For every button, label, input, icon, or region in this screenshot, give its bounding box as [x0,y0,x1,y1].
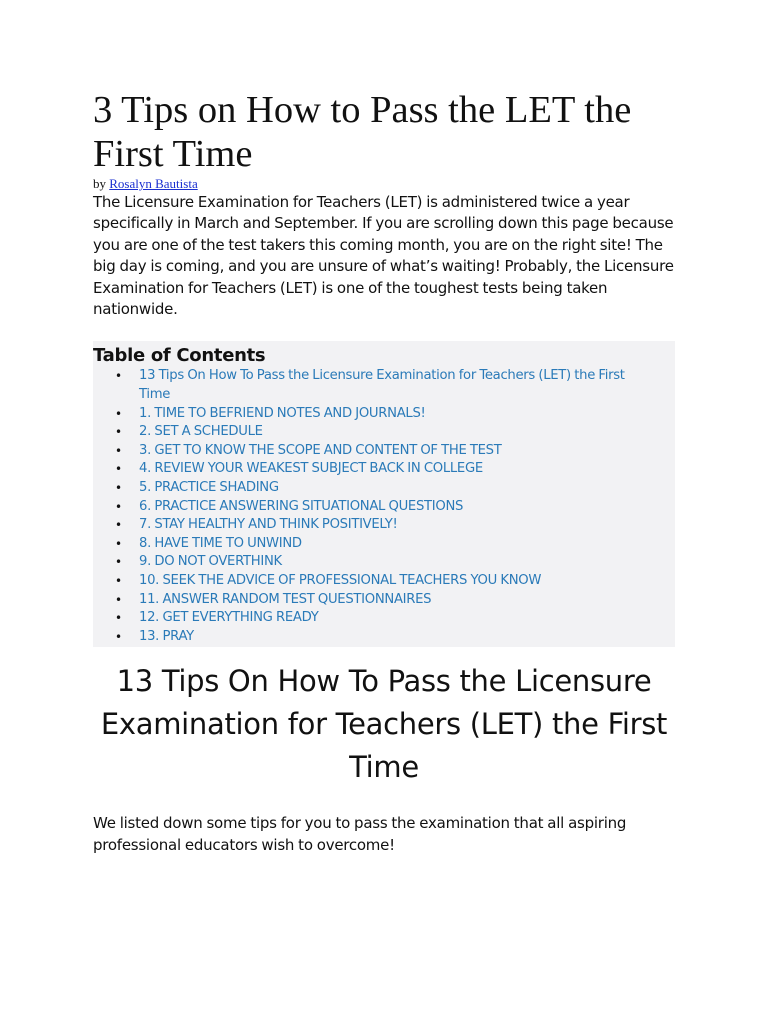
toc-link-2[interactable]: 2. SET A SCHEDULE [139,424,263,440]
toc-link-9[interactable]: 9. DO NOT OVERTHINK [139,554,282,570]
toc-item [115,591,675,610]
intro-paragraph: The Licensure Examination for Teachers (LET) is administered twice a year specifically in March and September. If you are scrolling down this page because you are one of the test takers this coming month, you are on the right site! The big day is coming, and you are unsure of what’s waiting! Probably, the Licensure Examination for Teachers (LET) is one of the toughest tests being taken nationwide. [93,193,674,319]
toc-item [115,479,675,498]
document-page [93,0,675,856]
toc-bullet: • [115,518,122,533]
toc-link-11[interactable]: 11. ANSWER RANDOM TEST QUESTIONNAIRES [139,591,432,607]
toc-item [115,628,675,647]
toc-bullet: • [115,425,122,440]
toc-link-3[interactable]: 3. GET TO KNOW THE SCOPE AND CONTENT OF THE TEST [139,442,502,458]
byline-prefix: by [93,176,110,191]
toc-bullet: • [115,629,122,644]
toc-bullet: • [115,369,122,384]
toc-item [115,460,675,479]
toc-link-8[interactable]: 8. HAVE TIME TO UNWIND [139,535,302,551]
section-heading: 13 Tips On How To Pass the Licensure Examination for Teachers (LET) the First Time [100,664,668,785]
toc-bullet: • [115,462,122,477]
toc-link-5[interactable]: 5. PRACTICE SHADING [139,480,279,495]
toc-link-12[interactable]: 12. GET EVERYTHING READY [139,610,319,626]
toc-bullet: • [115,611,122,626]
toc-link-6[interactable]: 6. PRACTICE ANSWERING SITUATIONAL QUESTIONS [139,498,464,514]
toc-link-4[interactable]: 4. REVIEW YOUR WEAKEST SUBJECT BACK IN COLLEGE [139,461,483,477]
toc-bullet: • [115,499,122,514]
toc-item [115,498,675,517]
toc-item [115,442,675,461]
article-title: 3 Tips on How to Pass the LET the First Time [93,89,632,175]
toc-link-intro[interactable]: 13 Tips On How To Pass the Licensure Examination for Teachers (LET) the First Time [139,368,625,403]
toc-item [115,516,675,535]
byline [93,176,675,192]
toc-item [115,405,675,424]
toc-item [115,572,675,591]
toc-bullet: • [115,573,122,588]
toc-bullet: • [115,592,122,607]
toc-bullet: • [115,536,122,551]
toc-link-1[interactable]: 1. TIME TO BEFRIEND NOTES AND JOURNALS! [139,405,426,421]
toc-item [115,423,675,442]
toc-bullet: • [115,481,122,495]
toc-link-7[interactable]: 7. STAY HEALTHY AND THINK POSITIVELY! [139,517,398,533]
section-body: We listed down some tips for you to pass the examination that all aspiring professional educators wish to overcome! [93,814,627,854]
toc-item [115,609,675,628]
toc-link-10[interactable]: 10. SEEK THE ADVICE OF PROFESSIONAL TEACHERS YOU KNOW [139,572,542,588]
toc-bullet: • [115,443,122,458]
toc-title: Table of Contents [93,345,266,367]
toc-bullet: • [115,406,122,421]
toc-bullet: • [115,555,122,570]
table-of-contents [93,341,675,647]
toc-link-13[interactable]: 13. PRAY [139,628,194,644]
toc-list [93,367,675,646]
toc-item [115,367,675,404]
author-link[interactable]: Rosalyn Bautista [109,176,198,191]
toc-item [115,553,675,572]
toc-item [115,535,675,554]
